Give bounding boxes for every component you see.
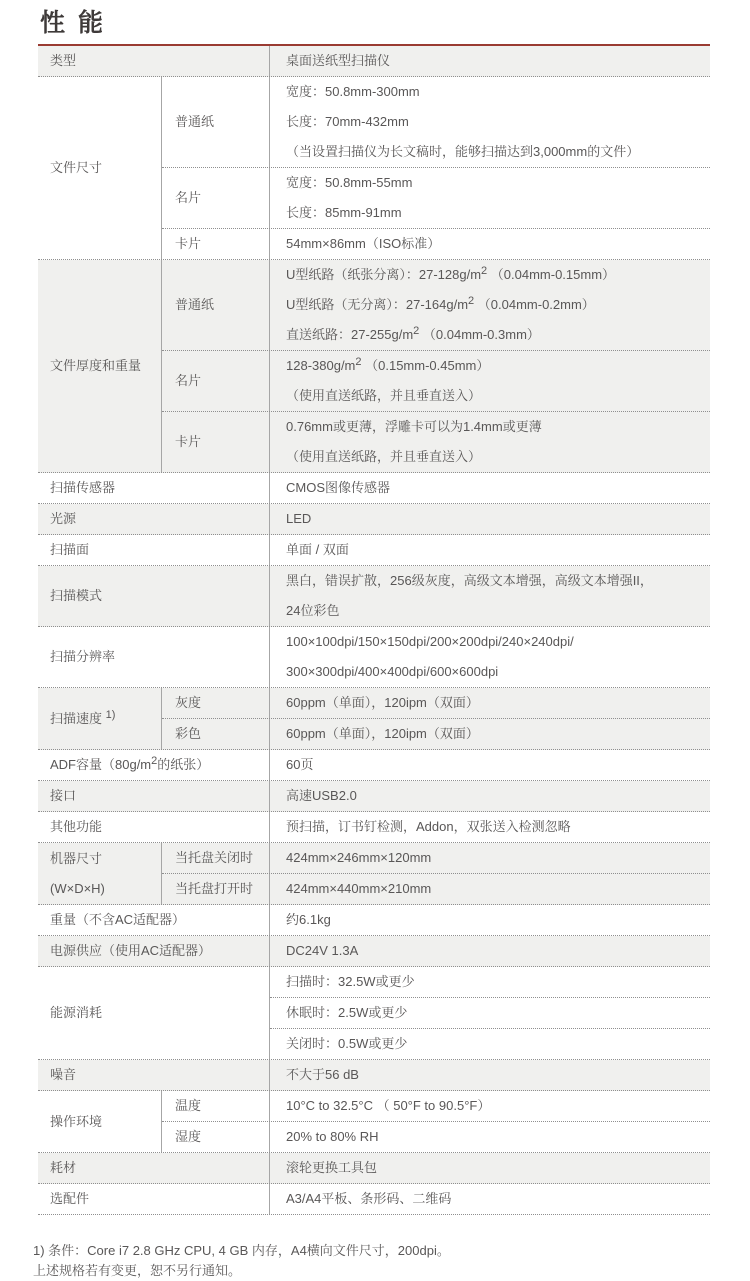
value-line	[286, 627, 710, 657]
sub-label	[162, 688, 270, 718]
subrow-value	[270, 168, 710, 228]
row-label	[38, 967, 270, 1059]
value-line	[286, 46, 710, 76]
label-line	[50, 46, 269, 76]
text-segment: 机器尺寸	[50, 850, 103, 866]
text-segment: U型纸路（无分离）：27-164g/m	[286, 297, 469, 312]
label-line	[50, 153, 161, 183]
value-line	[286, 719, 710, 749]
text-segment: 彩色	[175, 726, 202, 741]
row-value	[270, 535, 710, 565]
text-segment: 扫描模式	[50, 588, 103, 603]
label-line	[50, 581, 269, 611]
value-line	[286, 137, 710, 167]
text-segment: 长度：85mm-91mm	[286, 205, 402, 220]
text-segment: 名片	[175, 190, 202, 205]
row-label	[38, 535, 270, 565]
spec-row-interface	[38, 781, 710, 812]
spec-row-power-consumption	[38, 967, 710, 1060]
page-title: 性 能	[40, 9, 106, 37]
text-segment: 噪音	[50, 1067, 77, 1082]
sub-label-line	[175, 874, 269, 904]
text-segment: 重量（不含AC适配器）	[50, 912, 186, 927]
text-segment: 普通纸	[175, 297, 215, 312]
sub-label-line	[175, 688, 269, 718]
spec-subrow	[162, 411, 710, 472]
text-segment: A3/A4平板、条形码、二维码	[286, 1191, 452, 1206]
text-segment: (W×D×H)	[50, 880, 105, 896]
row-label	[38, 260, 162, 472]
subrow-group	[162, 77, 710, 259]
sub-label	[162, 260, 270, 350]
row-value	[270, 905, 710, 935]
text-segment: 文件厚度和重量	[50, 358, 142, 373]
spec-row-type	[38, 46, 710, 77]
subrow-group	[162, 688, 710, 749]
text-segment: 扫描分辨率	[50, 649, 116, 664]
text-segment: 光源	[50, 511, 77, 526]
spec-subrow	[162, 843, 710, 873]
sub-label	[162, 168, 270, 228]
subrow-value	[270, 967, 710, 997]
subrow-value	[270, 229, 710, 259]
superscript: 2	[355, 356, 362, 368]
text-segment: 100×100dpi/150×150dpi/200×200dpi/240×240dpi/	[286, 634, 574, 649]
row-label	[38, 46, 270, 76]
value-line	[286, 77, 710, 107]
row-value	[270, 781, 710, 811]
row-label	[38, 688, 162, 749]
text-segment: 单面 / 双面	[286, 542, 349, 557]
value-line	[286, 905, 710, 935]
subrow-group	[162, 843, 710, 904]
subrow-value	[270, 77, 710, 167]
value-line	[286, 198, 710, 228]
spec-subrow	[270, 1028, 710, 1059]
value-line	[286, 412, 710, 442]
text-segment: 扫描时：32.5W或更少	[286, 974, 415, 989]
spec-subrow	[162, 1091, 710, 1121]
spec-row-noise	[38, 1060, 710, 1091]
text-segment: 128-380g/m	[286, 358, 356, 373]
sub-label	[162, 843, 270, 873]
row-value	[270, 1184, 710, 1214]
subrow-value	[270, 260, 710, 350]
row-label	[38, 812, 270, 842]
text-segment: ADF容量（80g/m	[50, 757, 152, 772]
sub-label-line	[175, 107, 269, 137]
text-segment: 当托盘关闭时	[175, 850, 254, 865]
spec-subrow	[270, 997, 710, 1028]
label-line	[50, 1060, 269, 1090]
sub-label	[162, 77, 270, 167]
value-line	[286, 688, 710, 718]
text-segment: 灰度	[175, 695, 202, 710]
label-line	[50, 351, 161, 381]
label-line	[50, 812, 269, 842]
spec-row-document-size	[38, 77, 710, 260]
subrow-value	[270, 719, 710, 749]
spec-subrow	[162, 228, 710, 259]
superscript: 2	[481, 265, 488, 277]
spec-subrow	[162, 260, 710, 350]
spec-subrow	[162, 718, 710, 749]
text-segment: 能源消耗	[50, 1005, 103, 1020]
spec-subrow	[162, 167, 710, 228]
text-segment: 休眠时：2.5W或更少	[286, 1005, 408, 1020]
label-line	[50, 750, 269, 780]
sub-label	[162, 1091, 270, 1121]
sub-label-line	[175, 1122, 269, 1152]
text-segment: 60ppm（单面），120ipm（双面）	[286, 726, 479, 741]
sub-label-line	[175, 427, 269, 457]
row-label	[38, 1060, 270, 1090]
spec-subrow	[162, 873, 710, 904]
text-segment: （0.04mm-0.15mm）	[487, 267, 616, 282]
value-line	[286, 596, 710, 626]
subrow-group	[162, 260, 710, 472]
row-label	[38, 473, 270, 503]
row-value	[270, 812, 710, 842]
text-segment: DC24V 1.3A	[286, 943, 359, 958]
text-segment: 名片	[175, 373, 202, 388]
spec-subrow	[162, 350, 710, 411]
text-segment: 扫描速度	[50, 710, 106, 726]
label-line	[50, 504, 269, 534]
value-line	[286, 781, 710, 811]
label-line	[50, 642, 269, 672]
value-line	[286, 1184, 710, 1214]
sub-label-line	[175, 719, 269, 749]
text-segment: 不大于56 dB	[286, 1067, 359, 1082]
label-line	[50, 936, 269, 966]
value-line	[286, 1153, 710, 1183]
label-line	[50, 1153, 269, 1183]
value-line	[286, 936, 710, 966]
spec-subrow	[270, 967, 710, 997]
spec-row-adf-capacity	[38, 750, 710, 781]
text-segment: 直送纸路：27-255g/m	[286, 327, 414, 342]
text-segment: （0.04mm-0.3mm）	[419, 327, 540, 342]
row-value	[270, 1153, 710, 1183]
value-line	[286, 874, 710, 904]
text-segment: 电源供应（使用AC适配器）	[50, 943, 212, 958]
sub-label-line	[175, 366, 269, 396]
value-line	[286, 290, 710, 320]
text-segment: 普通纸	[175, 114, 215, 129]
text-segment: 424mm×246mm×120mm	[286, 850, 432, 865]
footnote-line-1: 1) 条件：Core i7 2.8 GHz CPU, 4 GB 内存，A4横向文件尺寸，200dpi。	[33, 1243, 450, 1258]
text-segment: 类型	[50, 53, 77, 68]
spec-table	[38, 46, 710, 1215]
spec-row-scan-sensor	[38, 473, 710, 504]
spec-row-operating-environment	[38, 1091, 710, 1153]
text-segment: 300×300dpi/400×400dpi/600×600dpi	[286, 664, 499, 679]
text-segment: 扫描传感器	[50, 480, 116, 495]
spec-row-scan-speed	[38, 688, 710, 750]
text-segment: （当设置扫描仪为长文稿时，能够扫描达到3,000mm的文件）	[286, 144, 640, 159]
row-value	[270, 473, 710, 503]
row-label	[38, 566, 270, 626]
text-segment: 卡片	[175, 434, 202, 449]
value-line	[286, 566, 710, 596]
text-segment: 约6.1kg	[286, 912, 331, 927]
row-label	[38, 936, 270, 966]
row-value	[270, 566, 710, 626]
value-line	[286, 504, 710, 534]
text-segment: 操作环境	[50, 1113, 103, 1129]
text-segment: 10°C to 32.5°C （ 50°F to 90.5°F）	[286, 1098, 491, 1113]
superscript: 2	[413, 325, 420, 337]
subrow-value	[270, 843, 710, 873]
row-value	[270, 750, 710, 780]
text-segment: （使用直送纸路，并且垂直送入）	[286, 388, 482, 403]
text-segment: 60页	[286, 757, 314, 772]
value-line	[286, 812, 710, 842]
row-label	[38, 750, 270, 780]
value-line	[286, 260, 710, 290]
spec-subrow	[162, 77, 710, 167]
spec-row-weight	[38, 905, 710, 936]
row-value	[270, 936, 710, 966]
row-value	[270, 504, 710, 534]
row-label	[38, 781, 270, 811]
sub-label	[162, 719, 270, 749]
value-line	[286, 107, 710, 137]
text-segment: 424mm×440mm×210mm	[286, 881, 432, 896]
text-segment: 温度	[175, 1098, 202, 1113]
sub-label-line	[175, 843, 269, 873]
row-label	[38, 1091, 162, 1152]
value-line	[286, 657, 710, 687]
label-line	[50, 781, 269, 811]
spec-row-consumables	[38, 1153, 710, 1184]
subrow-value	[270, 1122, 710, 1152]
spec-row-machine-dimensions	[38, 843, 710, 905]
text-segment: 当托盘打开时	[175, 881, 254, 896]
spec-row-scan-mode	[38, 566, 710, 627]
sub-label	[162, 412, 270, 472]
footnote	[33, 1241, 750, 1281]
text-segment: LED	[286, 511, 312, 526]
text-segment: （0.04mm-0.2mm）	[474, 297, 595, 312]
label-line	[50, 1184, 269, 1214]
text-segment: 滚轮更换工具包	[286, 1160, 378, 1175]
row-label	[38, 1153, 270, 1183]
value-line	[286, 535, 710, 565]
spec-row-power-supply	[38, 936, 710, 967]
text-segment: （0.15mm-0.45mm）	[361, 358, 490, 373]
spec-page	[0, 8, 750, 1281]
spec-row-options	[38, 1184, 710, 1215]
subrow-value	[270, 1091, 710, 1121]
row-label	[38, 905, 270, 935]
subrow-group	[162, 1091, 710, 1152]
text-segment: 高速USB2.0	[286, 788, 357, 803]
sub-label-line	[175, 290, 269, 320]
text-segment: 耗材	[50, 1160, 77, 1175]
text-segment: 宽度：50.8mm-300mm	[286, 84, 420, 99]
text-segment: 卡片	[175, 236, 202, 251]
value-line	[286, 843, 710, 873]
row-value	[270, 46, 710, 76]
footnote-line-2: 上述规格若有变更，恕不另行通知。	[33, 1263, 242, 1278]
text-segment: 60ppm（单面），120ipm（双面）	[286, 695, 479, 710]
superscript: 1)	[105, 708, 116, 721]
text-segment: 24位彩色	[286, 603, 340, 618]
text-segment: CMOS图像传感器	[286, 480, 391, 495]
text-segment: 接口	[50, 788, 77, 803]
value-line	[286, 168, 710, 198]
row-label	[38, 1184, 270, 1214]
text-segment: 其他功能	[50, 819, 103, 834]
sub-label-line	[175, 183, 269, 213]
value-line	[286, 442, 710, 472]
sub-label	[162, 351, 270, 411]
row-label	[38, 77, 162, 259]
label-line	[50, 844, 161, 874]
spec-subrow	[162, 1121, 710, 1152]
subrow-value	[270, 1029, 710, 1059]
spec-subrow	[162, 688, 710, 718]
value-line	[286, 473, 710, 503]
subrow-value	[270, 998, 710, 1028]
text-segment: 0.76mm或更薄，浮雕卡可以为1.4mm或更薄	[286, 419, 542, 434]
text-segment: （使用直送纸路，并且垂直送入）	[286, 449, 482, 464]
row-label	[38, 843, 162, 904]
sub-label	[162, 229, 270, 259]
value-line	[286, 229, 710, 259]
text-segment: 长度：70mm-432mm	[286, 114, 409, 129]
row-value	[270, 627, 710, 687]
superscript: 2	[151, 755, 158, 767]
label-line	[50, 998, 269, 1028]
value-line	[286, 1091, 710, 1121]
text-segment: 20% to 80% RH	[286, 1129, 379, 1144]
sub-label	[162, 1122, 270, 1152]
value-line	[286, 750, 710, 780]
sub-label	[162, 874, 270, 904]
text-segment: 预扫描，订书钉检测，Addon，双张送入检测忽略	[286, 819, 571, 834]
value-line	[286, 381, 710, 411]
subrow-value	[270, 688, 710, 718]
spec-row-scan-side	[38, 535, 710, 566]
value-line	[286, 967, 710, 997]
spec-row-other-functions	[38, 812, 710, 843]
value-line	[286, 320, 710, 350]
subrow-value	[270, 412, 710, 472]
row-label	[38, 504, 270, 534]
value-line	[286, 998, 710, 1028]
text-segment: 54mm×86mm（ISO标准）	[286, 236, 441, 251]
label-line	[50, 704, 161, 734]
value-line	[286, 1029, 710, 1059]
label-line	[50, 473, 269, 503]
superscript: 2	[468, 295, 475, 307]
value-line	[286, 1060, 710, 1090]
label-line	[50, 1107, 161, 1137]
subrow-value	[270, 874, 710, 904]
text-segment: 文件尺寸	[50, 160, 103, 175]
subrow-value	[270, 351, 710, 411]
subrow-group	[270, 967, 710, 1059]
spec-row-light-source	[38, 504, 710, 535]
text-segment: 湿度	[175, 1129, 202, 1144]
text-segment: 的纸张）	[157, 757, 210, 772]
text-segment: 选配件	[50, 1191, 90, 1206]
label-line	[50, 874, 161, 904]
spec-row-scan-resolution	[38, 627, 710, 688]
row-label	[38, 627, 270, 687]
value-line	[286, 1122, 710, 1152]
spec-row-document-thickness-weight	[38, 260, 710, 473]
sub-label-line	[175, 229, 269, 259]
label-line	[50, 905, 269, 935]
text-segment: 黑白，错误扩散，256级灰度，高级文本增强，高级文本增强II，	[286, 573, 653, 588]
text-segment: 关闭时：0.5W或更少	[286, 1036, 408, 1051]
sub-label-line	[175, 1091, 269, 1121]
text-segment: 宽度：50.8mm-55mm	[286, 175, 413, 190]
value-line	[286, 351, 710, 381]
text-segment: 桌面送纸型扫描仪	[286, 53, 391, 68]
row-value	[270, 1060, 710, 1090]
text-segment: U型纸路（纸张分离）：27-128g/m	[286, 267, 482, 282]
text-segment: 扫描面	[50, 542, 90, 557]
label-line	[50, 535, 269, 565]
